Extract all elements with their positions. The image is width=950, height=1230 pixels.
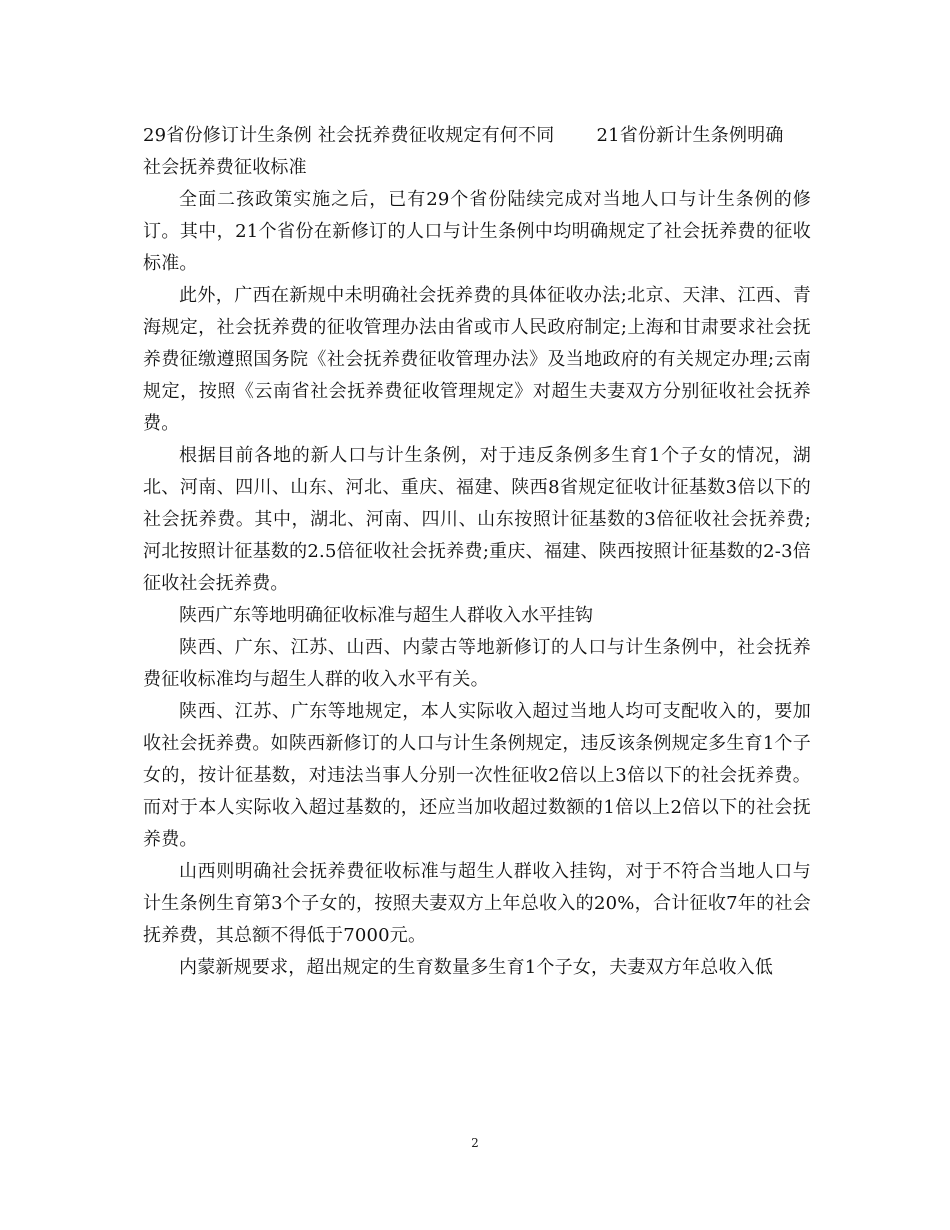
paragraph-1: 全面二孩政策实施之后，已有29个省份陆续完成对当地人口与计生条例的修订。其中，21个省份在新修订的人口与计生条例中均明确规定了社会抚养费的征收标准。: [143, 189, 811, 274]
title-part-2: 21省份新计生条例明确: [596, 125, 784, 146]
document-body: [143, 120, 811, 984]
paragraph-5: 陕西、江苏、广东等地规定，本人实际收入超过当地人均可支配收入的，要加收社会抚养费。如陕西新修订的人口与计生条例规定，违反该条例规定多生育1个子女的，按计征基数，对违法当事人分别一次性征收2倍以上3倍以下的社会抚养费。而对于本人实际收入超过基数的，还应当加收超过数额的1倍以上2倍以下的社会抚养费。: [143, 701, 811, 850]
page-number: 2: [471, 1136, 479, 1150]
paragraph-2: 此外，广西在新规中未明确社会抚养费的具体征收办法;北京、天津、江西、青海规定，社会抚养费的征收管理办法由省或市人民政府制定;上海和甘肃要求社会抚养费征缴遵照国务院《社会抚养费征收管理办法》及当地政府的有关规定办理;云南规定，按照《云南省社会抚养费征收管理规定》对超生夫妻双方分别征收社会抚养费。: [143, 285, 811, 434]
paragraph-7: 内蒙新规要求，超出规定的生育数量多生育1个子女，夫妻双方年总收入低: [179, 957, 774, 978]
paragraph-6: 山西则明确社会抚养费征收标准与超生人群收入挂钩，对于不符合当地人口与计生条例生育第3个子女的，按照夫妻双方上年总收入的20%，合计征收7年的社会抚养费，其总额不得低于7000元。: [143, 861, 811, 946]
title-part-1: 29省份修订计生条例 社会抚养费征收规定有何不同: [143, 125, 555, 146]
section-subheading: 陕西广东等地明确征收标准与超生人群收入水平挂钩: [179, 605, 593, 626]
document-title-line-1: [143, 120, 811, 152]
paragraph-3: 根据目前各地的新人口与计生条例，对于违反条例多生育1个子女的情况，湖北、河南、四川、山东、河北、重庆、福建、陕西8省规定征收计征基数3倍以下的社会抚养费。其中，湖北、河南、四川、山东按照计征基数的3倍征收社会抚养费;河北按照计征基数的2.5倍征收社会抚养费;重庆、福建、陕西按照计征基数的2-3倍征收社会抚养费。: [143, 445, 811, 594]
paragraph-4: 陕西、广东、江苏、山西、内蒙古等地新修订的人口与计生条例中，社会抚养费征收标准均与超生人群的收入水平有关。: [143, 637, 811, 690]
document-title-line-2: 社会抚养费征收标准: [143, 157, 307, 178]
